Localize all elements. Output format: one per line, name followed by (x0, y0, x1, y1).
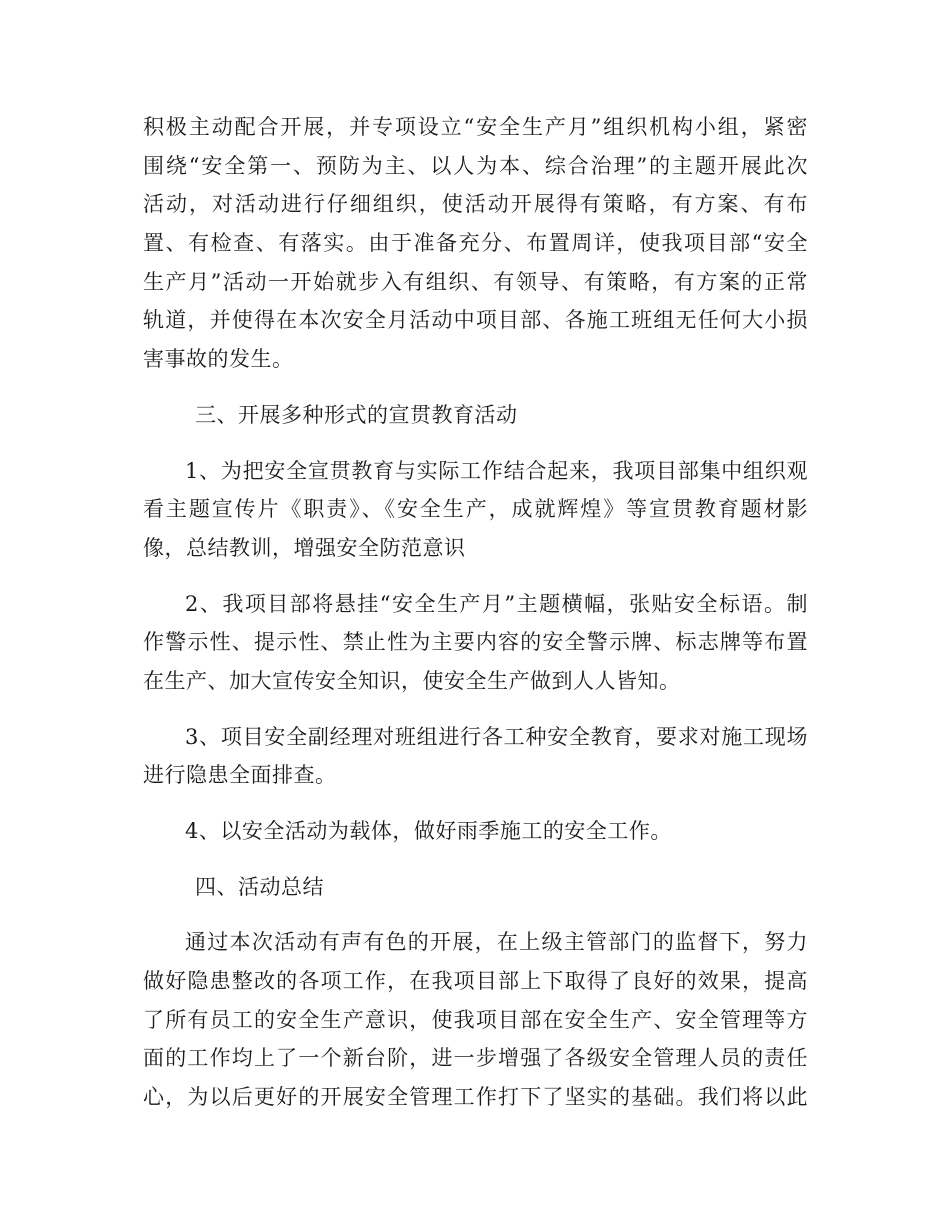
text-line: 1、为把安全宣贯教育与实际工作结合起来，我项目部集中组织观 (185, 458, 808, 483)
text-line: 心，为以后更好的开展安全管理工作打下了坚实的基础。我们将以此 (143, 1085, 808, 1110)
text-line: 轨道，并使得在本次安全月活动中项目部、各施工班组无任何大小损 (143, 308, 808, 333)
text-line: 围绕“安全第一、预防为主、以人为本、综合治理”的主题开展此次 (143, 153, 808, 178)
paragraph-continuation (143, 108, 808, 379)
text-line: 在生产、加大宣传安全知识，使安全生产做到人人皆知。 (143, 668, 681, 693)
text-line: 4、以安全活动为载体，做好雨季施工的安全工作。 (185, 819, 672, 843)
text-line: 看主题宣传片《职责》、《安全生产，成就辉煌》等宣贯教育题材影 (143, 497, 808, 522)
text-line: 生产月”活动一开始就步入有组织、有领导、有策略，有方案的正常 (143, 269, 808, 294)
text-line: 活动，对活动进行仔细组织，使活动开展得有策略，有方案、有布 (143, 192, 808, 217)
text-line: 害事故的发生。 (143, 347, 294, 372)
heading-line: 四、活动总结 (195, 874, 324, 899)
text-line: 进行隐患全面排查。 (143, 763, 337, 788)
text-line: 置、有检查、有落实。由于准备充分、布置周详，使我项目部“安全 (143, 231, 808, 256)
text-line: 3、项目安全副经理对班组进行各工种安全教育，要求对施工现场 (185, 724, 808, 749)
heading-line: 三、开展多种形式的宣贯教育活动 (195, 402, 518, 427)
paragraph-item-1 (143, 452, 808, 568)
paragraph-item-2 (143, 585, 808, 701)
text-line: 面的工作均上了一个新台阶，进一步增强了各级安全管理人员的责任 (143, 1046, 808, 1071)
text-line: 了所有员工的安全生产意识，使我项目部在安全生产、安全管理等方 (143, 1007, 808, 1032)
text-line: 积极主动配合开展，并专项设立“安全生产月”组织机构小组，紧密 (143, 115, 808, 139)
text-line: 做好隐患整改的各项工作，在我项目部上下取得了良好的效果，提高 (143, 969, 808, 994)
text-line: 像，总结教训，增强安全防范意识 (143, 535, 466, 560)
section-heading (143, 868, 808, 907)
text-line: 通过本次活动有声有色的开展，在上级主管部门的监督下，努力 (185, 930, 808, 955)
text-line: 作警示性、提示性、禁止性为主要内容的安全警示牌、标志牌等布置 (143, 630, 808, 655)
section-heading (143, 396, 808, 435)
paragraph-item-3 (143, 718, 808, 795)
paragraph-summary (143, 923, 808, 1116)
paragraph-item-4 (143, 812, 808, 851)
text-line: 2、我项目部将悬挂“安全生产月”主题横幅，张贴安全标语。制 (185, 591, 808, 616)
document-body (143, 108, 808, 1117)
